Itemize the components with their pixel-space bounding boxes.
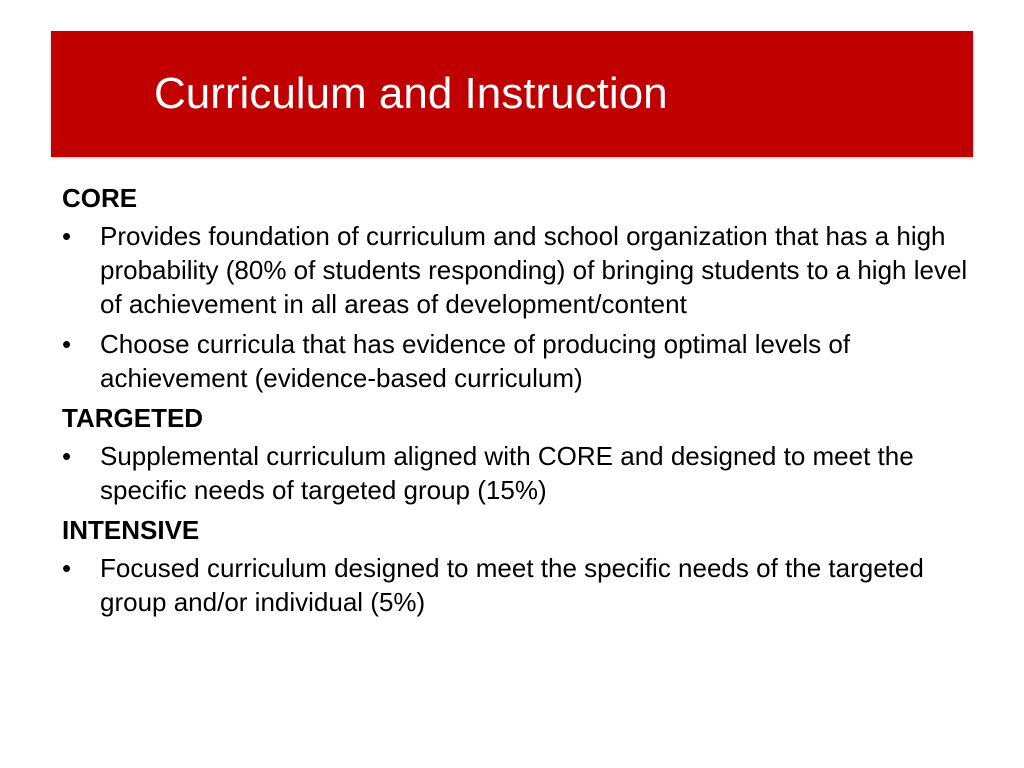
bullet-text: Supplemental curriculum aligned with CORE and designed to meet the specific needs of targeted group (15%) [100, 441, 914, 505]
bullet-item [62, 439, 974, 507]
title-banner [51, 31, 973, 157]
bullet-list-intensive [62, 551, 974, 619]
bullet-item [62, 327, 974, 395]
section-heading-core: CORE [62, 183, 138, 213]
bullet-icon: • [62, 221, 72, 251]
bullet-list-targeted [62, 439, 974, 507]
bullet-item [62, 219, 974, 321]
bullet-icon: • [62, 441, 72, 471]
section-intensive [62, 513, 974, 619]
bullet-list-core [62, 219, 974, 395]
bullet-icon: • [62, 553, 72, 583]
section-heading-targeted: TARGETED [62, 403, 204, 433]
section-targeted [62, 401, 974, 507]
section-core [62, 181, 974, 395]
bullet-text: Choose curricula that has evidence of producing optimal levels of achievement (evidence-based curriculum) [100, 329, 851, 393]
bullet-item [62, 551, 974, 619]
bullet-icon: • [62, 329, 72, 359]
bullet-text: Provides foundation of curriculum and school organization that has a high probability (80% of students responding) of bringing students to a high level of achievement in all areas of development/content [100, 221, 968, 319]
slide-title: Curriculum and Instruction [154, 69, 668, 118]
section-heading-intensive: INTENSIVE [62, 515, 200, 545]
bullet-text: Focused curriculum designed to meet the specific needs of the targeted group and/or individual (5%) [100, 553, 924, 617]
slide-content [62, 181, 974, 625]
